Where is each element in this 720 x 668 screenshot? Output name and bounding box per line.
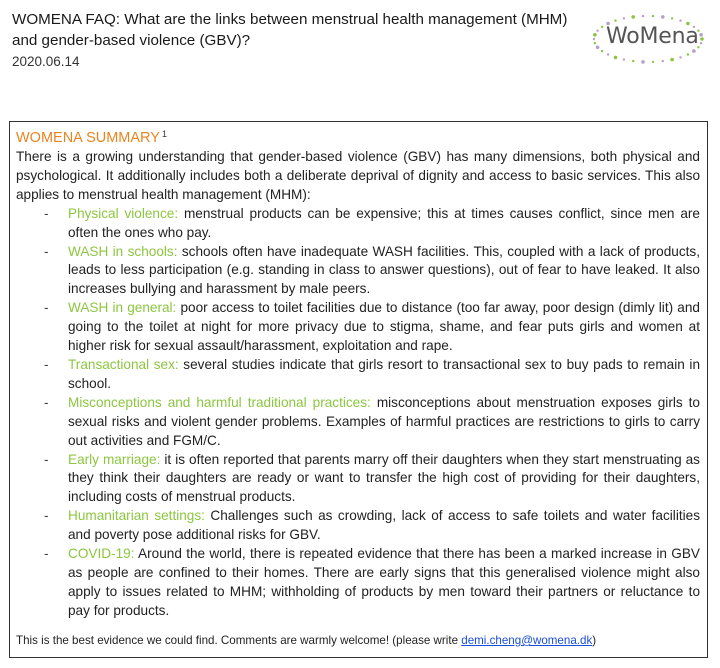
logo-dot xyxy=(607,53,609,55)
bullet-dash: - xyxy=(44,356,49,372)
summary-item xyxy=(16,205,700,243)
summary-item xyxy=(16,451,700,508)
logo-dot xyxy=(593,33,597,37)
document-header xyxy=(12,9,572,71)
summary-item xyxy=(16,299,700,356)
bullet-dash: - xyxy=(44,243,49,259)
logo-dot xyxy=(632,60,634,62)
logo-dot xyxy=(594,42,596,44)
summary-title xyxy=(16,125,700,148)
logo-dot xyxy=(679,56,681,58)
logo-dot xyxy=(671,17,673,19)
summary-item-term: Misconceptions and harmful traditional practices: xyxy=(68,394,371,410)
summary-item-term: Transactional sex: xyxy=(68,356,179,372)
logo-dot xyxy=(699,33,703,37)
logo-dot xyxy=(700,42,702,44)
footer-text: This is the best evidence we could find. Comments are warmly welcome! (please write xyxy=(16,634,462,647)
summary-item-term: Early marriage: xyxy=(68,451,161,467)
summary-item-term: Physical violence: xyxy=(68,205,179,221)
summary-item xyxy=(16,356,700,394)
logo-dot xyxy=(641,60,645,64)
summary-item-term: COVID-19: xyxy=(68,546,135,562)
summary-item xyxy=(16,243,700,300)
footnote-marker: 1 xyxy=(161,129,167,139)
summary-item-text: Challenges such as crowding, lack of access to safe toilets and water facilities and poverty pose additional risks for GBV. xyxy=(68,508,701,543)
summary-list xyxy=(16,205,700,621)
logo-dot xyxy=(700,37,704,41)
summary-item xyxy=(16,545,700,621)
logo-dot xyxy=(652,15,654,17)
document-date: 2020.06.14 xyxy=(12,54,80,69)
logo-dot xyxy=(692,49,696,53)
email-link[interactable]: demi.cheng@womena.dk xyxy=(461,634,593,647)
logo-dot xyxy=(652,61,654,63)
logo-dot xyxy=(623,58,625,60)
summary-box xyxy=(9,121,708,658)
bullet-dash: - xyxy=(44,300,49,316)
womena-logo xyxy=(588,12,714,66)
summary-item xyxy=(16,507,700,545)
logo-dot xyxy=(662,60,664,62)
logo-dot xyxy=(623,17,625,19)
logo-dot xyxy=(687,53,689,55)
summary-item-term: WASH in general: xyxy=(68,300,177,316)
bullet-dash: - xyxy=(44,546,49,562)
footer-close: ) xyxy=(592,634,597,647)
logo-dot xyxy=(596,30,598,32)
summary-item xyxy=(16,394,700,451)
summary-title-text: WOMENA SUMMARY xyxy=(16,130,160,146)
logo-dot xyxy=(679,19,681,21)
summary-item-text: menstrual products can be expensive; this at times causes conflict, since men are often the ones who pay. xyxy=(68,205,700,240)
logo-dot xyxy=(642,15,644,17)
logo-dot xyxy=(601,50,603,52)
summary-item-term: Humanitarian settings: xyxy=(68,508,205,524)
footer-note xyxy=(16,632,596,651)
summary-item-text: Around the world, there is repeated evidence that there has been a marked increase in GBV as people are confined to their homes. There are early signs that this generalised violence might also apply to issues related to MHM; withholding of products by men toward their partners or reluctance to pay for products. xyxy=(68,546,700,618)
summary-item-text: schools often have inadequate WASH facilities. This, coupled with a lack of products, leads to less participation (e.g. standing in class to answer questions), out of fear to have leaked. It also increases bullying and harassment by male peers. xyxy=(68,243,700,297)
page-title: WOMENA FAQ: What are the links between menstrual health management (MHM) and gender-based violence (GBV)? xyxy=(12,11,568,49)
summary-item-text: it is often reported that parents marry off their daughters when they start menstruating as they think their daughters are ready or want to transfer the high cost of providing for their daughters, including costs of menstrual products. xyxy=(68,451,700,505)
summary-intro: There is a growing understanding that gender-based violence (GBV) has many dimensions, both physical and psychological. It additionally includes both a deliberate deprival of dignity and access to basic services. This also applies to menstrual health management (MHM): xyxy=(16,149,700,202)
logo-dot xyxy=(631,15,635,19)
bullet-dash: - xyxy=(44,451,49,467)
logo-dot xyxy=(601,26,603,28)
logo-dot xyxy=(614,56,618,60)
summary-item-text: several studies indicate that girls resort to transactional sex to buy pads to remain in school. xyxy=(68,356,701,391)
bullet-dash: - xyxy=(44,205,49,221)
summary-item-term: WASH in schools: xyxy=(68,243,178,259)
summary-item-text: poor access to toilet facilities due to distance (too far away, poor design (dimly lit) and going to the toilet at night for more privacy due to stigma, shame, and fear puts girls and women at higher risk for sexual assault/harassment, exploitation and rape. xyxy=(68,300,700,354)
logo-text: WoMena xyxy=(606,24,699,49)
logo-dot xyxy=(614,19,616,21)
summary-item-text: misconceptions about menstruation exposes girls to sexual risks and violent gender problems. Examples of harmful practices are restrictions to girls to carry out activities and FGM/C. xyxy=(68,394,700,448)
logo-dot xyxy=(661,15,665,19)
logo-dot xyxy=(593,38,595,40)
bullet-dash: - xyxy=(44,508,49,524)
logo-dot xyxy=(670,58,674,62)
logo-dot xyxy=(596,46,600,50)
bullet-dash: - xyxy=(44,394,49,410)
